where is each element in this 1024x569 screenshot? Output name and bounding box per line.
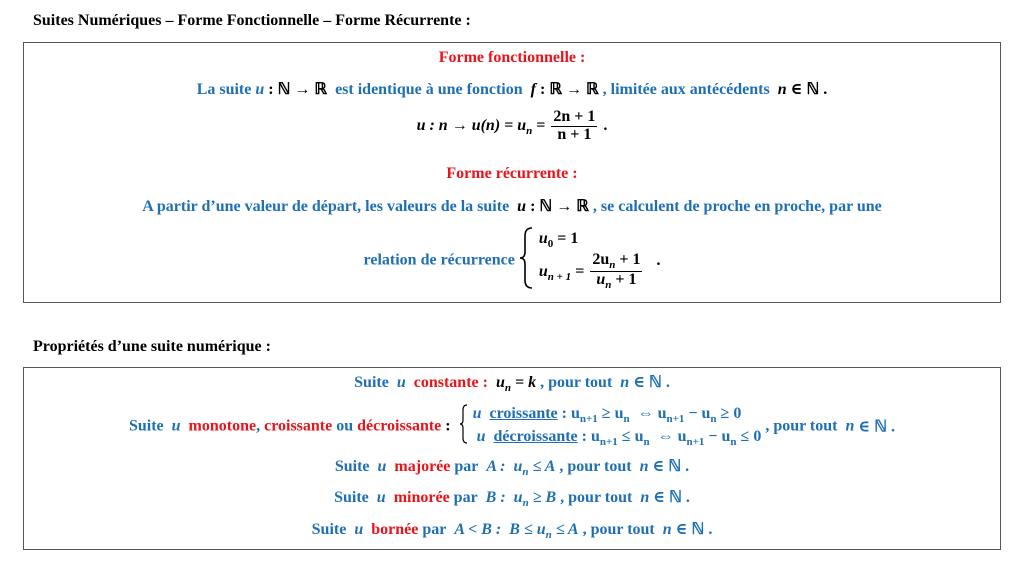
text-part: La suite xyxy=(196,81,252,98)
text-par: par xyxy=(422,521,447,538)
sub-n: n xyxy=(522,466,529,479)
map-r-to-r: : ℝ → ℝ xyxy=(539,81,599,98)
in-n: ∈ ℕ . xyxy=(858,418,896,436)
relation-label: relation de récurrence xyxy=(363,251,515,269)
sub-n: n xyxy=(605,279,612,292)
equals: = xyxy=(536,116,546,134)
var-u: u xyxy=(396,374,406,391)
text-part: Suite xyxy=(334,489,369,506)
in-n: ∈ ℕ . xyxy=(675,521,713,538)
text-part: : u xyxy=(561,405,580,423)
map-n-to-r: : ℕ → ℝ xyxy=(268,81,328,98)
var-n: n xyxy=(662,521,672,538)
section-title-suites: Suites Numériques – Forme Fonctionnelle – Forme Récurrente : xyxy=(33,12,471,29)
sub-n: n xyxy=(609,258,616,271)
text-part: , se calculent de proche en proche, par une xyxy=(592,198,882,215)
text-part: − u xyxy=(688,405,711,423)
formula-lhs: u : n → u(n) = u xyxy=(416,116,527,134)
var-u: u xyxy=(255,81,265,98)
var-u: u xyxy=(171,417,181,435)
num-part: 2u xyxy=(592,250,610,268)
word-decroissante: décroissante xyxy=(493,427,578,445)
var-u: u xyxy=(538,262,548,280)
keyword-decroissante: décroissante xyxy=(357,417,442,435)
text-part: ⇔ u xyxy=(657,427,687,445)
var-u: u xyxy=(513,458,523,475)
var-u: u xyxy=(596,271,606,289)
prop-minoree xyxy=(24,487,1000,509)
rhs: = k xyxy=(514,374,537,391)
var-u: u xyxy=(495,374,505,391)
fraction-den xyxy=(590,272,642,292)
rhs: ≥ B xyxy=(532,489,557,506)
sub: n xyxy=(710,413,717,426)
sub-n: n xyxy=(504,382,511,395)
dot: . xyxy=(603,116,608,134)
sub: n xyxy=(730,435,737,448)
text-part: − u xyxy=(708,427,731,445)
keyword-bornee: bornée xyxy=(371,521,419,538)
text-part: ≤ u xyxy=(621,427,644,445)
sub: n+1 xyxy=(686,435,705,448)
rhs: ≤ A xyxy=(532,458,556,475)
fraction-den: n + 1 xyxy=(557,125,592,143)
text-part: ≥ u xyxy=(601,405,624,423)
in-n: ∈ ℕ . xyxy=(790,81,828,98)
sub-n1: n + 1 xyxy=(547,270,572,283)
var-bu: B ≤ u xyxy=(509,521,546,538)
system xyxy=(539,229,645,292)
colon: : xyxy=(445,417,451,435)
sub: n+1 xyxy=(666,413,685,426)
text-part: est identique à une fonction xyxy=(335,81,523,98)
text-part: , limitée aux antécédents xyxy=(602,81,770,98)
var-a: A : xyxy=(486,458,506,475)
in-n: ∈ ℕ . xyxy=(653,489,690,506)
fraction xyxy=(551,109,597,144)
map-n-to-r: : ℕ → ℝ xyxy=(530,198,589,215)
box-formes xyxy=(23,42,1001,303)
keyword-croissante: croissante xyxy=(264,417,333,435)
in-n: ∈ ℕ . xyxy=(633,374,670,391)
num-rest: + 1 xyxy=(619,250,641,268)
box-proprietes xyxy=(23,367,1001,550)
dot: . xyxy=(656,251,661,269)
sub-0: 0 xyxy=(547,237,554,250)
heading-forme-fonctionnelle: Forme fonctionnelle : xyxy=(438,49,586,66)
text-part: Suite xyxy=(334,458,370,475)
text-part: Suite xyxy=(128,417,164,435)
keyword-constante: constante : xyxy=(413,374,488,391)
fraction-num: 2n + 1 xyxy=(553,108,596,125)
var-u: u xyxy=(376,489,386,506)
text-part: , pour tout xyxy=(560,489,633,506)
sub: n xyxy=(643,435,650,448)
var-b: B : xyxy=(485,489,506,506)
var-u: u xyxy=(476,427,486,445)
prop-bornee xyxy=(24,519,1000,541)
text-part: A partir d’une valeur de départ, les valeurs de la suite xyxy=(142,198,510,215)
var-n: n xyxy=(639,458,649,475)
prop-constante xyxy=(24,372,1000,394)
text-part: , pour tout xyxy=(559,458,632,475)
text-part: ≤ 0 xyxy=(740,427,762,445)
text-part: , pour tout xyxy=(540,374,613,391)
croissante-line xyxy=(473,404,762,426)
sub: n xyxy=(623,413,630,426)
var-u: u xyxy=(538,229,548,247)
in-n: ∈ ℕ . xyxy=(652,458,690,475)
monotone-system xyxy=(473,404,762,449)
text-part: Suite xyxy=(311,521,347,538)
den-rest: + 1 xyxy=(615,271,637,289)
text-part: Suite xyxy=(354,374,389,391)
text-part: : u xyxy=(581,427,600,445)
decroissante-line xyxy=(473,427,762,449)
text-part: , pour tout xyxy=(765,417,838,435)
section-title-proprietes: Propriétés d’une suite numérique : xyxy=(33,338,271,355)
relation-recurrence xyxy=(24,226,1000,295)
var-u: u xyxy=(354,521,364,538)
keyword-monotone: monotone xyxy=(188,417,257,435)
sub-n: n xyxy=(545,529,552,542)
var-u: u xyxy=(377,458,387,475)
sub: n+1 xyxy=(579,413,598,426)
formula-fonctionnelle xyxy=(24,109,1000,144)
var-u: u xyxy=(513,489,523,506)
brace xyxy=(459,404,469,449)
text-par: par xyxy=(454,458,479,475)
sub: n+1 xyxy=(599,435,618,448)
var-n: n xyxy=(640,489,650,506)
keyword-minoree: minorée xyxy=(393,489,450,506)
var-u: u xyxy=(472,405,482,423)
text-ou: ou xyxy=(336,417,354,435)
fraction xyxy=(590,252,642,292)
fraction-num xyxy=(590,252,642,273)
text-part: ⇔ u xyxy=(637,405,667,423)
sub-n: n xyxy=(522,497,529,510)
text-forme-recurrente xyxy=(24,196,1000,216)
text-par: par xyxy=(453,489,478,506)
var-n: n xyxy=(845,417,855,435)
comma: , xyxy=(256,417,261,435)
var-n: n xyxy=(620,374,630,391)
text-part: , pour tout xyxy=(582,521,655,538)
word-croissante: croissante xyxy=(489,405,558,423)
sub-n: n xyxy=(526,125,533,138)
brace xyxy=(519,226,535,295)
text-part: ≥ 0 xyxy=(720,405,742,423)
equals: = xyxy=(575,262,585,280)
text-forme-fonctionnelle xyxy=(24,79,1000,99)
rhs: = 1 xyxy=(557,229,579,247)
prop-majoree xyxy=(24,456,1000,478)
var-f: f xyxy=(530,81,536,98)
var-ab: A < B : xyxy=(454,521,502,538)
rhs: ≤ A xyxy=(555,521,579,538)
var-n: n xyxy=(777,81,787,98)
heading-forme-recurrente: Forme récurrente : xyxy=(446,165,578,182)
keyword-majoree: majorée xyxy=(394,458,451,475)
prop-monotone xyxy=(24,404,1000,449)
var-u: u xyxy=(517,198,527,215)
